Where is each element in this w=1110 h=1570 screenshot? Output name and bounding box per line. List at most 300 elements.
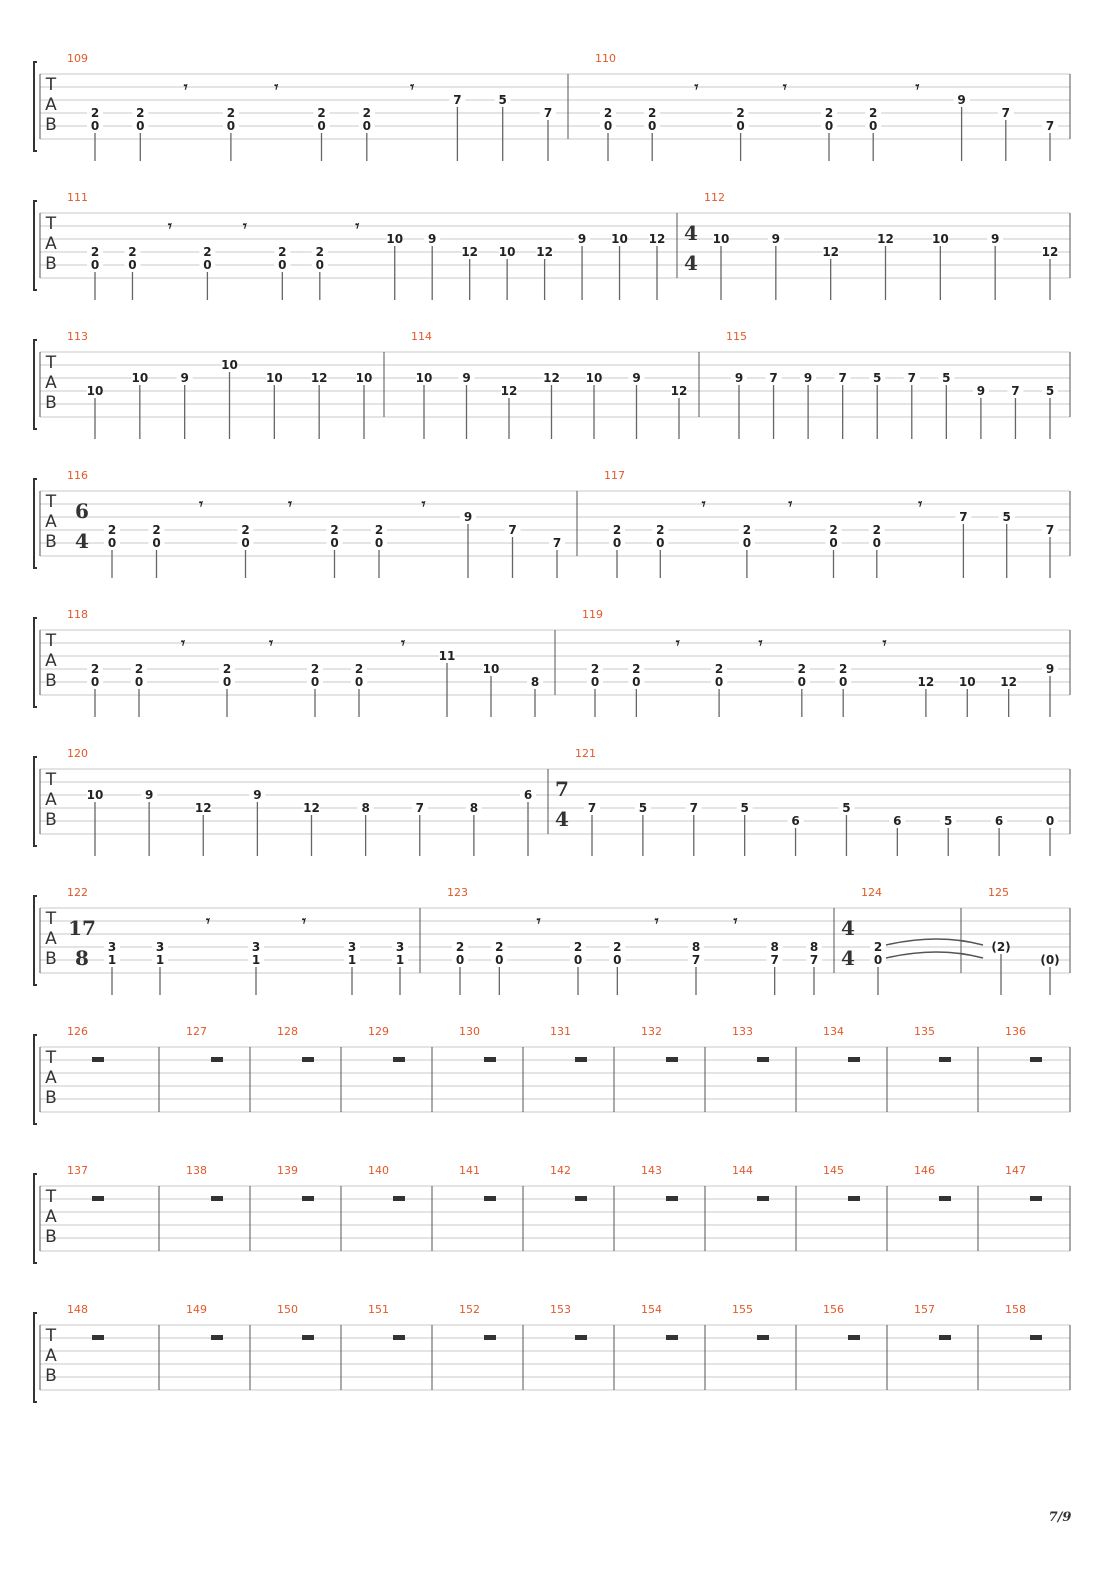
fret-number: 8 — [809, 940, 819, 954]
fret-number: 12 — [877, 232, 894, 246]
fret-number: 12 — [303, 801, 320, 815]
eighth-rest: 𝄾 — [882, 634, 887, 652]
fret-number: 10 — [386, 232, 404, 246]
fret-number: 3 — [347, 940, 357, 954]
whole-rest — [848, 1335, 860, 1340]
whole-rest — [575, 1335, 587, 1340]
fret-number: 10 — [931, 232, 949, 246]
fret-number: 0 — [222, 675, 232, 689]
tab-clef-letter: B — [45, 115, 57, 135]
fret-number: 2 — [128, 245, 137, 259]
fret-number: 5 — [944, 814, 953, 828]
tab-clef-letter: T — [45, 909, 57, 929]
eighth-rest: 𝄾 — [701, 495, 706, 513]
time-signature-numerator: 4 — [684, 221, 698, 245]
fret-number: 2 — [603, 106, 613, 120]
eighth-rest: 𝄾 — [242, 217, 247, 235]
fret-number: 0 — [128, 258, 137, 272]
fret-number: 2 — [829, 523, 838, 537]
measure-number: 149 — [186, 1303, 207, 1316]
fret-number: 12 — [822, 245, 840, 259]
fret-number: 2 — [226, 106, 236, 120]
whole-rest — [484, 1335, 496, 1340]
fret-number: 7 — [415, 801, 424, 815]
eighth-rest: 𝄾 — [183, 78, 188, 96]
fret-number: 5 — [873, 371, 882, 385]
fret-number: 9 — [990, 232, 1000, 246]
fret-number: 7 — [959, 510, 968, 524]
fret-number: 0 — [632, 675, 641, 689]
fret-number: 2 — [714, 662, 724, 676]
fret-number: 2 — [612, 523, 622, 537]
tab-clef-letter: T — [45, 492, 57, 512]
fret-number: 2 — [648, 106, 657, 120]
tab-clef-letter: B — [45, 254, 57, 274]
whole-rest — [939, 1335, 951, 1340]
fret-number: 0 — [742, 536, 752, 550]
fret-number: 3 — [107, 940, 117, 954]
fret-number: 2 — [495, 940, 504, 954]
fret-number: 0 — [797, 675, 806, 689]
fret-number: 12 — [194, 801, 212, 815]
whole-rest — [848, 1057, 860, 1062]
measure-number: 135 — [914, 1025, 935, 1038]
whole-rest — [939, 1057, 951, 1062]
fret-number: 2 — [362, 106, 371, 120]
measure-number: 150 — [277, 1303, 298, 1316]
fret-number: 12 — [917, 675, 935, 689]
fret-number: 2 — [613, 940, 622, 954]
fret-number: 6 — [791, 814, 800, 828]
fret-number: 0 — [714, 675, 724, 689]
measure-number: 109 — [67, 52, 88, 65]
fret-number: 0 — [872, 536, 881, 550]
fret-number: 8 — [361, 801, 370, 815]
fret-number: 0 — [315, 258, 324, 272]
measure-number: 128 — [277, 1025, 298, 1038]
fret-number: 7 — [770, 953, 779, 967]
fret-number: 0 — [612, 536, 622, 550]
fret-number: 0 — [278, 258, 287, 272]
fret-number: 1 — [251, 953, 261, 967]
measure-number: 117 — [604, 469, 625, 482]
measure-number: 152 — [459, 1303, 480, 1316]
fret-number: 7 — [809, 953, 819, 967]
measure-number: 134 — [823, 1025, 844, 1038]
fret-number: 7 — [552, 536, 562, 550]
eighth-rest: 𝄾 — [782, 78, 787, 96]
measure-number: 151 — [368, 1303, 389, 1316]
fret-number: 0 — [829, 536, 838, 550]
fret-number: 2 — [90, 662, 100, 676]
tie-arc — [886, 939, 983, 945]
tab-clef-letter: T — [45, 1326, 57, 1346]
fret-number: 12 — [1041, 245, 1059, 259]
tab-clef-letter: A — [45, 1346, 57, 1366]
eighth-rest: 𝄾 — [206, 912, 210, 930]
fret-number: 0 — [136, 119, 145, 133]
fret-number: 2 — [656, 523, 665, 537]
tab-clef-letter: T — [45, 770, 57, 790]
measure-number: 123 — [447, 886, 468, 899]
fret-number: 2 — [330, 523, 339, 537]
measure-number: 157 — [914, 1303, 935, 1316]
whole-rest — [757, 1057, 769, 1062]
time-signature-numerator: 6 — [75, 499, 89, 523]
fret-number: 3 — [155, 940, 165, 954]
fret-number: 7 — [838, 371, 847, 385]
fret-number: 9 — [463, 510, 473, 524]
fret-number: 10 — [86, 384, 104, 398]
fret-number: 12 — [536, 245, 553, 259]
eighth-rest: 𝄾 — [199, 495, 203, 513]
fret-number: 7 — [907, 371, 916, 385]
measure-number: 121 — [575, 747, 596, 760]
fret-number: 10 — [611, 232, 628, 246]
fret-number: 12 — [670, 384, 688, 398]
fret-number: 9 — [577, 232, 587, 246]
fret-number: 0 — [648, 119, 657, 133]
tab-clef-letter: T — [45, 214, 57, 234]
fret-number: 0 — [362, 119, 371, 133]
eighth-rest: 𝄾 — [167, 217, 172, 235]
measure-number: 141 — [459, 1164, 480, 1177]
tab-clef-letter: B — [45, 393, 57, 413]
fret-number: 8 — [691, 940, 701, 954]
eighth-rest: 𝄾 — [694, 78, 699, 96]
measure-number: 142 — [550, 1164, 571, 1177]
fret-number: 12 — [461, 245, 479, 259]
tab-clef-letter: A — [45, 234, 57, 254]
time-signature-denominator: 4 — [75, 529, 89, 553]
tab-clef-letter: A — [45, 373, 57, 393]
measure-number: 132 — [641, 1025, 662, 1038]
fret-number: 10 — [221, 358, 238, 372]
fret-number: 7 — [1011, 384, 1020, 398]
time-signature-numerator: 17 — [68, 916, 96, 940]
system-bracket — [34, 340, 37, 429]
tie-arc — [886, 952, 983, 958]
whole-rest — [484, 1196, 496, 1201]
system-bracket — [34, 896, 37, 985]
fret-number: 6 — [523, 788, 533, 802]
system-bracket — [34, 1174, 37, 1263]
tab-clef-letter: B — [45, 810, 57, 830]
eighth-rest: 𝄾 — [536, 912, 541, 930]
fret-number: 9 — [803, 371, 813, 385]
time-signature-denominator: 8 — [75, 946, 89, 970]
measure-number: 118 — [67, 608, 88, 621]
measure-number: 125 — [988, 886, 1009, 899]
fret-number: 10 — [482, 662, 500, 676]
fret-number: 2 — [278, 245, 287, 259]
fret-number: 12 — [1000, 675, 1017, 689]
fret-number: 7 — [691, 953, 701, 967]
eighth-rest: 𝄾 — [918, 495, 923, 513]
measure-number: 146 — [914, 1164, 935, 1177]
tab-clef-letter: B — [45, 949, 57, 969]
tab-clef-letter: T — [45, 1048, 57, 1068]
fret-number: 0 — [354, 675, 364, 689]
fret-number: 10 — [131, 371, 149, 385]
eighth-rest: 𝄾 — [355, 217, 360, 235]
tab-clef-letter: A — [45, 929, 57, 949]
whole-rest — [1030, 1057, 1042, 1062]
measure-number: 130 — [459, 1025, 480, 1038]
fret-number: 6 — [893, 814, 902, 828]
fret-number: 7 — [508, 523, 517, 537]
eighth-rest: 𝄾 — [302, 912, 306, 930]
whole-rest — [1030, 1196, 1042, 1201]
fret-number: 0 — [90, 119, 100, 133]
whole-rest — [757, 1196, 769, 1201]
fret-number: 0 — [869, 119, 878, 133]
fret-number: 0 — [455, 953, 465, 967]
whole-rest — [302, 1335, 314, 1340]
fret-number: 0 — [317, 119, 326, 133]
fret-number: 8 — [770, 940, 779, 954]
page-number: 7/9 — [1048, 1510, 1072, 1525]
fret-number: 0 — [590, 675, 600, 689]
fret-number: 9 — [1045, 662, 1055, 676]
fret-number: 2 — [134, 662, 144, 676]
fret-number: 2 — [374, 523, 384, 537]
fret-number: 5 — [498, 93, 507, 107]
whole-rest — [666, 1057, 678, 1062]
fret-number: 0 — [656, 536, 665, 550]
fret-number: 2 — [839, 662, 848, 676]
fret-number: 10 — [585, 371, 603, 385]
fret-number: 0 — [241, 536, 250, 550]
fret-number: (0) — [1040, 953, 1060, 967]
fret-number: 10 — [86, 788, 104, 802]
measure-number: 156 — [823, 1303, 844, 1316]
whole-rest — [211, 1196, 223, 1201]
fret-number: 0 — [152, 536, 161, 550]
measure-number: 153 — [550, 1303, 571, 1316]
tab-clef-letter: A — [45, 512, 57, 532]
fret-number: 5 — [1045, 384, 1055, 398]
whole-rest — [939, 1196, 951, 1201]
measure-number: 110 — [595, 52, 616, 65]
time-signature-denominator: 4 — [841, 946, 855, 970]
fret-number: 0 — [330, 536, 339, 550]
measure-number: 131 — [550, 1025, 571, 1038]
fret-number: 9 — [253, 788, 262, 802]
fret-number: 2 — [310, 662, 320, 676]
fret-number: 0 — [90, 675, 100, 689]
whole-rest — [848, 1196, 860, 1201]
fret-number: 7 — [453, 93, 462, 107]
whole-rest — [92, 1057, 104, 1062]
whole-rest — [92, 1196, 104, 1201]
fret-number: 0 — [90, 258, 100, 272]
fret-number: 10 — [415, 371, 433, 385]
fret-number: 1 — [107, 953, 117, 967]
measure-number: 147 — [1005, 1164, 1026, 1177]
eighth-rest: 𝄾 — [401, 634, 405, 652]
tab-clef-letter: T — [45, 353, 57, 373]
eighth-rest: 𝄾 — [758, 634, 763, 652]
measure-number: 158 — [1005, 1303, 1026, 1316]
eighth-rest: 𝄾 — [915, 78, 920, 96]
measure-number: 155 — [732, 1303, 753, 1316]
fret-number: 2 — [873, 940, 883, 954]
whole-rest — [302, 1057, 314, 1062]
fret-number: 0 — [839, 675, 848, 689]
measure-number: 133 — [732, 1025, 753, 1038]
eighth-rest: 𝄾 — [410, 78, 415, 96]
whole-rest — [575, 1057, 587, 1062]
fret-number: 7 — [689, 801, 698, 815]
measure-number: 148 — [67, 1303, 88, 1316]
tab-clef-letter: A — [45, 95, 57, 115]
whole-rest — [393, 1057, 405, 1062]
whole-rest — [92, 1335, 104, 1340]
fret-number: 2 — [742, 523, 752, 537]
fret-number: 8 — [530, 675, 540, 689]
fret-number: 5 — [740, 801, 749, 815]
fret-number: 0 — [226, 119, 236, 133]
fret-number: 9 — [180, 371, 189, 385]
system-bracket — [34, 201, 37, 290]
fret-number: 9 — [957, 93, 966, 107]
system-bracket — [34, 1035, 37, 1124]
fret-number: 0 — [203, 258, 212, 272]
fret-number: 5 — [1002, 510, 1011, 524]
fret-number: 0 — [873, 953, 883, 967]
fret-number: 7 — [1045, 523, 1055, 537]
eighth-rest: 𝄾 — [733, 912, 738, 930]
fret-number: 12 — [310, 371, 328, 385]
fret-number: 2 — [869, 106, 878, 120]
whole-rest — [575, 1196, 587, 1201]
fret-number: 0 — [613, 953, 622, 967]
time-signature-denominator: 4 — [684, 251, 698, 275]
fret-number: 7 — [587, 801, 597, 815]
fret-number: 5 — [842, 801, 851, 815]
tab-clef-letter: A — [45, 651, 57, 671]
whole-rest — [484, 1057, 496, 1062]
tab-clef-letter: B — [45, 1088, 57, 1108]
fret-number: 7 — [1001, 106, 1010, 120]
measure-number: 126 — [67, 1025, 88, 1038]
whole-rest — [211, 1335, 223, 1340]
fret-number: 2 — [632, 662, 641, 676]
measure-number: 113 — [67, 330, 88, 343]
fret-number: 2 — [107, 523, 117, 537]
fret-number: 5 — [942, 371, 951, 385]
system-bracket — [34, 62, 37, 151]
fret-number: 0 — [1045, 814, 1055, 828]
fret-number: 6 — [994, 814, 1004, 828]
fret-number: 2 — [590, 662, 600, 676]
measure-number: 116 — [67, 469, 88, 482]
fret-number: 2 — [354, 662, 364, 676]
fret-number: 2 — [455, 940, 465, 954]
fret-number: 8 — [469, 801, 479, 815]
fret-number: 9 — [144, 788, 154, 802]
eighth-rest: 𝄾 — [269, 634, 273, 652]
measure-number: 154 — [641, 1303, 662, 1316]
whole-rest — [393, 1335, 405, 1340]
eighth-rest: 𝄾 — [675, 634, 680, 652]
measure-number: 144 — [732, 1164, 753, 1177]
fret-number: 2 — [317, 106, 326, 120]
fret-number: 3 — [251, 940, 261, 954]
fret-number: 9 — [734, 371, 744, 385]
fret-number: 0 — [603, 119, 613, 133]
fret-number: 0 — [573, 953, 583, 967]
measure-number: 137 — [67, 1164, 88, 1177]
eighth-rest: 𝄾 — [654, 912, 659, 930]
system-bracket — [34, 757, 37, 846]
measure-number: 127 — [186, 1025, 207, 1038]
fret-number: 10 — [498, 245, 516, 259]
tab-clef-letter: T — [45, 75, 57, 95]
tab-clef-letter: B — [45, 1227, 57, 1247]
time-signature-denominator: 4 — [555, 807, 569, 831]
time-signature-numerator: 7 — [555, 777, 569, 801]
fret-number: 1 — [347, 953, 357, 967]
eighth-rest: 𝄾 — [288, 495, 292, 513]
measure-number: 124 — [861, 886, 882, 899]
fret-number: 7 — [769, 371, 778, 385]
tab-clef-letter: A — [45, 790, 57, 810]
fret-number: 0 — [824, 119, 834, 133]
system-bracket — [34, 618, 37, 707]
fret-number: 10 — [355, 371, 373, 385]
fret-number: 0 — [107, 536, 117, 550]
fret-number: 0 — [374, 536, 384, 550]
whole-rest — [1030, 1335, 1042, 1340]
fret-number: 10 — [265, 371, 283, 385]
fret-number: 9 — [632, 371, 641, 385]
fret-number: 2 — [222, 662, 232, 676]
measure-number: 111 — [67, 191, 88, 204]
fret-number: 12 — [500, 384, 518, 398]
fret-number: 0 — [736, 119, 745, 133]
measure-number: 138 — [186, 1164, 207, 1177]
fret-number: 9 — [428, 232, 437, 246]
fret-number: 2 — [90, 245, 100, 259]
measure-number: 119 — [582, 608, 603, 621]
fret-number: 10 — [712, 232, 730, 246]
eighth-rest: 𝄾 — [181, 634, 185, 652]
eighth-rest: 𝄾 — [421, 495, 426, 513]
measure-number: 143 — [641, 1164, 662, 1177]
measure-number: 139 — [277, 1164, 298, 1177]
whole-rest — [666, 1196, 678, 1201]
fret-number: 9 — [771, 232, 781, 246]
whole-rest — [666, 1335, 678, 1340]
fret-number: 2 — [736, 106, 745, 120]
fret-number: 12 — [648, 232, 666, 246]
fret-number: 2 — [824, 106, 834, 120]
fret-number: 2 — [203, 245, 212, 259]
fret-number: 12 — [543, 371, 560, 385]
fret-number: 9 — [462, 371, 471, 385]
tab-clef-letter: B — [45, 671, 57, 691]
measure-number: 122 — [67, 886, 88, 899]
fret-number: 10 — [958, 675, 976, 689]
fret-number: 2 — [872, 523, 881, 537]
tab-clef-letter: B — [45, 532, 57, 552]
tab-clef-letter: T — [45, 631, 57, 651]
fret-number: 2 — [152, 523, 161, 537]
eighth-rest: 𝄾 — [788, 495, 793, 513]
fret-number: 2 — [573, 940, 583, 954]
